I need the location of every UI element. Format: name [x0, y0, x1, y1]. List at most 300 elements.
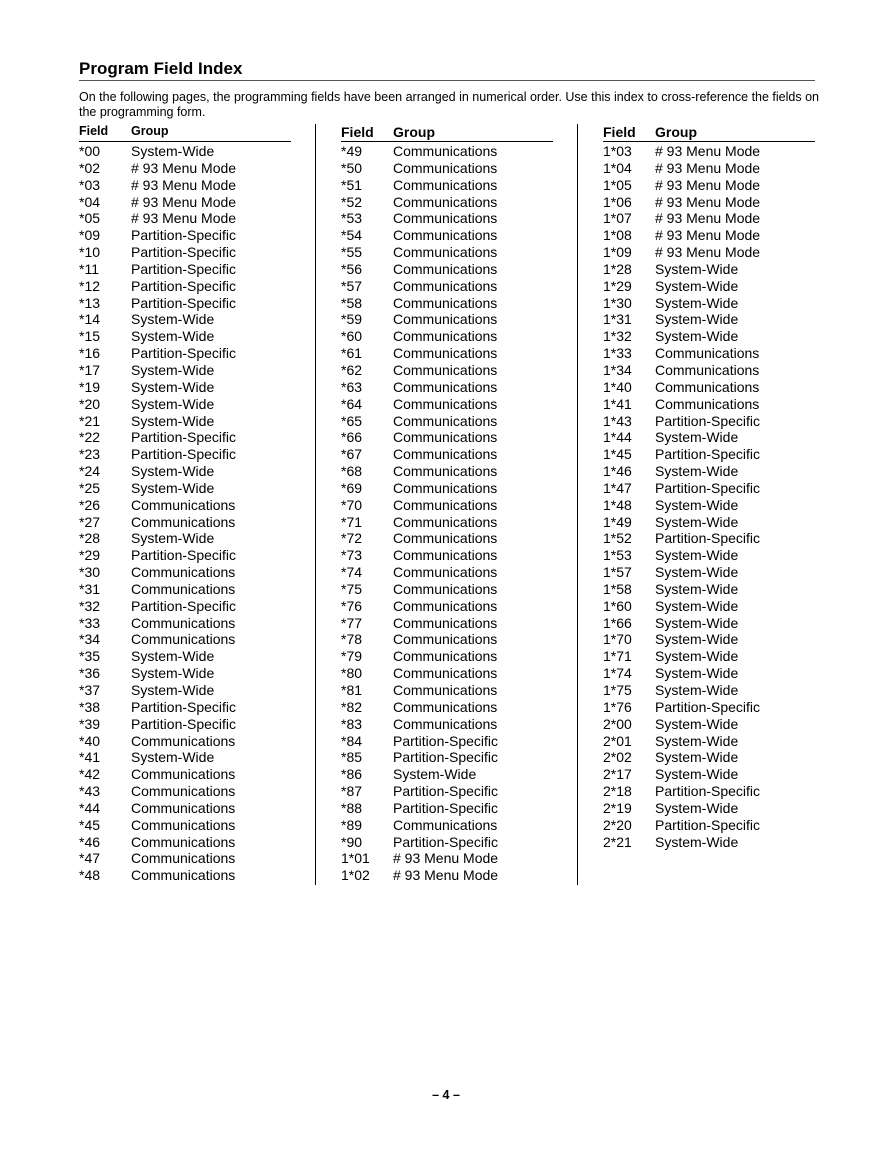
group-name: Partition-Specific [131, 345, 237, 362]
group-name: System-Wide [655, 429, 739, 446]
field-number: 1*75 [603, 682, 632, 698]
table-row [603, 749, 815, 766]
table-row [79, 194, 291, 211]
field-number: 1*58 [603, 580, 632, 597]
table-row [79, 547, 291, 564]
field-number: *30 [79, 564, 101, 581]
table-row [341, 261, 553, 278]
field-number: 1*40 [603, 378, 632, 395]
group-name: Communications [393, 597, 498, 614]
group-name: Partition-Specific [655, 816, 761, 833]
group-name: System-Wide [655, 260, 739, 277]
group-name: Communications [131, 816, 236, 833]
table-row [79, 716, 291, 733]
table-row [603, 766, 815, 783]
field-number: 1*44 [603, 429, 632, 446]
group-name: System-Wide [131, 749, 215, 766]
table-row [341, 581, 553, 598]
field-number: *31 [79, 580, 101, 597]
field-number: *29 [79, 547, 101, 564]
field-number: *73 [341, 547, 363, 564]
field-number: 1*28 [603, 260, 632, 277]
group-name: # 93 Menu Mode [655, 159, 761, 176]
group-name: Communications [393, 513, 498, 530]
field-number: 1*60 [603, 597, 632, 614]
column-rows [79, 143, 291, 884]
field-number: *53 [341, 210, 363, 227]
field-number: *41 [79, 749, 101, 766]
index-column-3 [603, 124, 815, 850]
table-row [79, 783, 291, 800]
group-name: System-Wide [131, 648, 215, 665]
table-row [341, 379, 553, 396]
group-name: Communications [393, 159, 498, 176]
group-name: Communications [393, 294, 498, 311]
field-number: *12 [79, 277, 101, 294]
group-name: # 93 Menu Mode [655, 176, 761, 193]
group-name: System-Wide [131, 463, 215, 480]
table-row [79, 850, 291, 867]
field-number: 2*01 [603, 732, 632, 749]
table-row [79, 177, 291, 194]
table-row [603, 160, 815, 177]
table-row [79, 581, 291, 598]
table-row [79, 227, 291, 244]
group-name: System-Wide [131, 361, 215, 378]
group-name: System-Wide [131, 412, 215, 429]
table-row [79, 817, 291, 834]
table-row [603, 682, 815, 699]
table-row [341, 177, 553, 194]
field-number: *52 [341, 193, 363, 210]
field-number: 1*08 [603, 227, 632, 244]
table-row [603, 648, 815, 665]
table-row [603, 598, 815, 615]
field-number: *35 [79, 648, 101, 665]
field-number: *16 [79, 345, 101, 362]
group-name: Communications [655, 395, 760, 412]
group-name: System-Wide [655, 311, 739, 328]
group-name: Communications [393, 277, 498, 294]
field-number: 1*30 [603, 294, 632, 311]
group-name: System-Wide [655, 682, 739, 698]
table-row [341, 143, 553, 160]
group-name: Communications [393, 176, 498, 193]
table-row [79, 564, 291, 581]
group-name: # 93 Menu Mode [655, 143, 761, 159]
group-name: System-Wide [655, 665, 739, 682]
table-row [79, 800, 291, 817]
group-name: Communications [131, 867, 236, 884]
field-number: *66 [341, 429, 363, 446]
group-name: Partition-Specific [131, 446, 237, 463]
field-number: *83 [341, 715, 363, 732]
field-number: *81 [341, 682, 363, 698]
table-row [79, 345, 291, 362]
field-header: Field [603, 124, 636, 140]
table-row [79, 615, 291, 632]
field-number: 2*21 [603, 833, 632, 850]
table-row [603, 210, 815, 227]
table-row [603, 783, 815, 800]
field-number: *80 [341, 665, 363, 682]
table-row [603, 227, 815, 244]
field-number: *77 [341, 614, 363, 631]
table-row [341, 631, 553, 648]
group-name: Communications [131, 833, 236, 850]
table-row [341, 362, 553, 379]
field-number: *57 [341, 277, 363, 294]
group-name: Communications [131, 850, 236, 867]
table-row [603, 379, 815, 396]
group-name: Communications [131, 496, 236, 513]
group-name: System-Wide [655, 496, 739, 513]
field-number: 1*34 [603, 361, 632, 378]
group-name: System-Wide [655, 547, 739, 564]
table-row [79, 834, 291, 851]
field-number: 2*02 [603, 749, 632, 766]
field-number: 1*03 [603, 143, 632, 159]
field-number: 2*19 [603, 799, 632, 816]
table-row [603, 295, 815, 312]
field-number: 1*74 [603, 665, 632, 682]
field-number: *82 [341, 698, 363, 715]
table-row [79, 530, 291, 547]
group-name: Communications [393, 311, 498, 328]
group-name: Partition-Specific [393, 799, 499, 816]
field-number: *67 [341, 446, 363, 463]
table-row [79, 413, 291, 430]
field-number: *45 [79, 816, 101, 833]
group-name: # 93 Menu Mode [655, 210, 761, 227]
field-number: *85 [341, 749, 363, 766]
field-number: *68 [341, 463, 363, 480]
table-row [341, 227, 553, 244]
group-name: System-Wide [655, 328, 739, 345]
table-row [79, 514, 291, 531]
group-name: Communications [393, 631, 498, 648]
column-header [79, 124, 291, 142]
field-number: *39 [79, 715, 101, 732]
group-header: Group [655, 124, 697, 140]
field-number: *27 [79, 513, 101, 530]
group-name: Communications [393, 378, 498, 395]
field-number: 1*47 [603, 479, 632, 496]
field-number: *26 [79, 496, 101, 513]
field-number: *50 [341, 159, 363, 176]
field-number: *03 [79, 176, 101, 193]
group-name: System-Wide [655, 732, 739, 749]
table-row [341, 699, 553, 716]
group-name: Communications [393, 665, 498, 682]
table-row [603, 514, 815, 531]
table-row [341, 749, 553, 766]
group-name: System-Wide [131, 395, 215, 412]
group-name: Communications [131, 513, 236, 530]
group-name: Communications [393, 143, 498, 159]
field-number: 1*05 [603, 176, 632, 193]
group-name: System-Wide [655, 749, 739, 766]
table-row [79, 648, 291, 665]
group-name: Partition-Specific [655, 530, 761, 547]
field-number: *69 [341, 479, 363, 496]
table-row [603, 631, 815, 648]
field-number: *40 [79, 732, 101, 749]
group-name: Communications [393, 361, 498, 378]
table-row [603, 311, 815, 328]
field-number: 1*48 [603, 496, 632, 513]
field-number: *79 [341, 648, 363, 665]
group-name: Communications [131, 631, 236, 648]
field-number: *19 [79, 378, 101, 395]
field-number: *04 [79, 193, 101, 210]
field-number: *60 [341, 328, 363, 345]
field-number: *87 [341, 783, 363, 800]
group-name: Communications [393, 395, 498, 412]
field-number: *20 [79, 395, 101, 412]
field-number: *48 [79, 867, 101, 884]
table-row [79, 749, 291, 766]
field-number: *28 [79, 530, 101, 547]
table-row [79, 429, 291, 446]
group-name: Communications [393, 496, 498, 513]
group-name: Communications [393, 429, 498, 446]
field-number: *78 [341, 631, 363, 648]
field-number: *14 [79, 311, 101, 328]
group-name: Communications [393, 698, 498, 715]
table-row [79, 295, 291, 312]
group-name: # 93 Menu Mode [131, 210, 237, 227]
group-name: Communications [131, 580, 236, 597]
group-name: # 93 Menu Mode [655, 244, 761, 261]
group-name: Communications [131, 732, 236, 749]
table-row [341, 311, 553, 328]
field-number: 1*02 [341, 867, 370, 884]
field-number: *86 [341, 766, 363, 783]
table-row [341, 598, 553, 615]
table-row [341, 446, 553, 463]
table-row [79, 598, 291, 615]
field-number: *89 [341, 816, 363, 833]
group-name: System-Wide [393, 766, 477, 783]
field-number: 1*41 [603, 395, 632, 412]
table-row [341, 345, 553, 362]
table-row [603, 547, 815, 564]
page-number: – 4 – [432, 1088, 460, 1102]
field-number: *76 [341, 597, 363, 614]
table-row [341, 733, 553, 750]
field-number: *49 [341, 143, 363, 159]
table-row [341, 463, 553, 480]
group-name: System-Wide [655, 463, 739, 480]
table-row [79, 631, 291, 648]
column-divider [315, 124, 316, 885]
column-header [603, 124, 815, 142]
table-row [341, 547, 553, 564]
field-number: *37 [79, 682, 101, 698]
table-row [603, 497, 815, 514]
field-number: 1*32 [603, 328, 632, 345]
field-number: *71 [341, 513, 363, 530]
field-number: *17 [79, 361, 101, 378]
table-row [341, 413, 553, 430]
field-number: *74 [341, 564, 363, 581]
field-number: *88 [341, 799, 363, 816]
group-name: System-Wide [655, 580, 739, 597]
field-number: *33 [79, 614, 101, 631]
table-row [79, 463, 291, 480]
field-number: *22 [79, 429, 101, 446]
field-number: 1*06 [603, 193, 632, 210]
group-name: Communications [393, 227, 498, 244]
field-number: *90 [341, 833, 363, 850]
table-row [341, 328, 553, 345]
table-row [603, 716, 815, 733]
group-name: System-Wide [655, 614, 739, 631]
group-name: System-Wide [655, 766, 739, 783]
table-row [79, 682, 291, 699]
column-divider [577, 124, 578, 885]
group-name: Partition-Specific [131, 597, 237, 614]
table-row [603, 413, 815, 430]
table-row [603, 446, 815, 463]
field-number: *55 [341, 244, 363, 261]
group-name: # 93 Menu Mode [131, 176, 237, 193]
table-row [341, 665, 553, 682]
field-number: *25 [79, 479, 101, 496]
group-name: Communications [131, 799, 236, 816]
table-row [79, 867, 291, 884]
group-name: System-Wide [655, 564, 739, 581]
table-row [603, 800, 815, 817]
group-name: Partition-Specific [393, 833, 499, 850]
group-name: Communications [655, 345, 760, 362]
group-name: Communications [393, 648, 498, 665]
table-row [79, 733, 291, 750]
group-name: # 93 Menu Mode [393, 867, 499, 884]
group-name: Partition-Specific [393, 783, 499, 800]
field-number: 2*20 [603, 816, 632, 833]
table-row [603, 463, 815, 480]
field-number: *34 [79, 631, 101, 648]
group-name: Partition-Specific [131, 698, 237, 715]
table-row [341, 766, 553, 783]
field-number: *64 [341, 395, 363, 412]
group-name: # 93 Menu Mode [131, 159, 237, 176]
group-name: Communications [131, 564, 236, 581]
field-number: 1*66 [603, 614, 632, 631]
table-row [341, 396, 553, 413]
table-row [603, 480, 815, 497]
group-name: Partition-Specific [131, 260, 237, 277]
group-name: Communications [393, 412, 498, 429]
table-row [341, 194, 553, 211]
table-row [79, 497, 291, 514]
field-number: 1*45 [603, 446, 632, 463]
table-row [79, 480, 291, 497]
table-row [603, 362, 815, 379]
table-row [341, 210, 553, 227]
field-number: *58 [341, 294, 363, 311]
field-number: *43 [79, 783, 101, 800]
field-number: 1*57 [603, 564, 632, 581]
group-name: System-Wide [655, 277, 739, 294]
table-row [603, 261, 815, 278]
column-header [341, 124, 553, 142]
group-name: System-Wide [655, 715, 739, 732]
field-number: *54 [341, 227, 363, 244]
group-name: Communications [393, 463, 498, 480]
title-divider [79, 80, 815, 81]
field-number: *61 [341, 345, 363, 362]
table-row [603, 143, 815, 160]
field-number: *65 [341, 412, 363, 429]
group-name: Communications [131, 766, 236, 783]
group-name: Communications [393, 816, 498, 833]
group-name: Partition-Specific [131, 277, 237, 294]
field-number: *00 [79, 143, 101, 159]
table-row [341, 648, 553, 665]
group-name: System-Wide [131, 530, 215, 547]
field-number: 2*00 [603, 715, 632, 732]
table-row [79, 261, 291, 278]
field-number: 1*70 [603, 631, 632, 648]
column-rows [603, 143, 815, 850]
group-name: Partition-Specific [131, 244, 237, 261]
field-number: 1*52 [603, 530, 632, 547]
group-name: Communications [393, 345, 498, 362]
group-name: Communications [655, 361, 760, 378]
table-row [341, 429, 553, 446]
field-number: 2*18 [603, 783, 632, 800]
table-row [341, 867, 553, 884]
field-number: 1*07 [603, 210, 632, 227]
table-row [79, 362, 291, 379]
group-name: Communications [131, 614, 236, 631]
group-header: Group [131, 124, 169, 138]
group-name: Communications [393, 260, 498, 277]
table-row [603, 834, 815, 851]
group-name: Communications [393, 210, 498, 227]
group-name: System-Wide [655, 597, 739, 614]
group-name: Communications [393, 446, 498, 463]
group-name: Partition-Specific [655, 412, 761, 429]
table-row [79, 379, 291, 396]
table-row [341, 817, 553, 834]
table-row [341, 160, 553, 177]
field-number: 1*49 [603, 513, 632, 530]
group-name: Communications [393, 530, 498, 547]
table-row [341, 278, 553, 295]
group-name: Communications [393, 580, 498, 597]
field-number: *63 [341, 378, 363, 395]
group-name: Communications [393, 682, 498, 698]
table-row [79, 160, 291, 177]
table-row [341, 480, 553, 497]
field-number: *56 [341, 260, 363, 277]
field-number: 1*29 [603, 277, 632, 294]
table-row [341, 564, 553, 581]
group-name: System-Wide [655, 648, 739, 665]
group-name: System-Wide [131, 665, 215, 682]
group-name: Partition-Specific [393, 749, 499, 766]
group-name: System-Wide [131, 143, 215, 159]
field-number: *24 [79, 463, 101, 480]
group-name: System-Wide [131, 328, 215, 345]
index-column-1 [79, 124, 291, 884]
table-row [79, 766, 291, 783]
table-row [79, 665, 291, 682]
